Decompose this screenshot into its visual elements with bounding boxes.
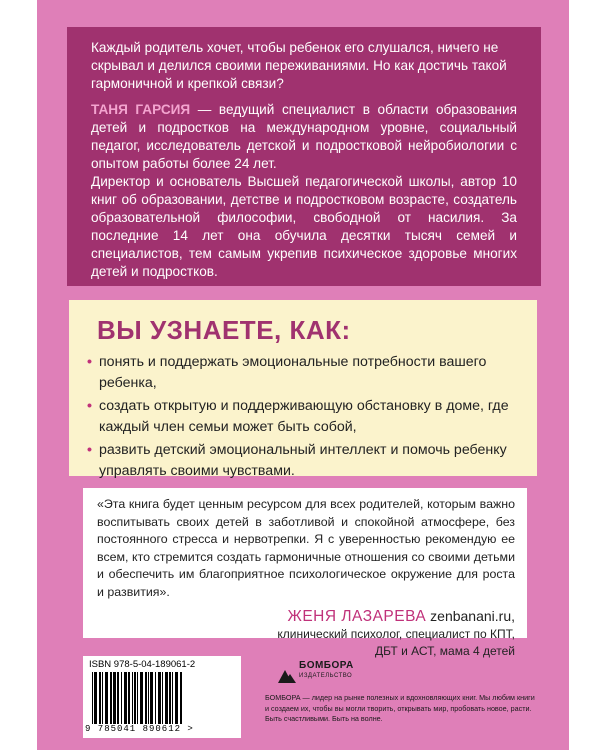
- bullet-icon: •: [87, 442, 92, 458]
- list-item-text: понять и поддержать эмоциональные потребности вашего ребенка,: [99, 354, 487, 391]
- list-item-text: развить детский эмоциональный интеллект и помочь ребенку управлять своими чувствами.: [99, 442, 507, 479]
- learn-panel: [69, 300, 537, 479]
- list-item: [87, 352, 519, 394]
- publisher-name: БОМБОРА: [299, 660, 354, 671]
- publisher-subtitle: ИЗДАТЕЛЬСТВО: [299, 673, 353, 679]
- testimonial-author-name: ЖЕНЯ ЛАЗАРЕВА: [287, 608, 427, 625]
- isbn-box: [83, 656, 241, 738]
- publisher-description: БОМБОРА — лидер на рынке полезных и вдохновляющих книг. Мы любим книги и создаем их, чтобы вы могли творить, открывать мир, пробовать новое, расти. Быть счастливыми. Быть на волне.: [265, 693, 535, 724]
- list-item-text: создать открытую и поддерживающую обстановку в доме, где каждый член семьи может быть собой,: [99, 398, 509, 435]
- intro-lead-text: Каждый родитель хочет, чтобы ребенок его слушался, ничего не скрывал и делился своими переживаниями. Но как достичь такой гармоничной и крепкой связи?: [91, 40, 507, 91]
- bullet-icon: •: [87, 354, 92, 370]
- isbn-label: ISBN 978-5-04-189061-2: [89, 659, 196, 670]
- barcode-icon: [88, 672, 234, 724]
- testimonial-author-site: zenbanani.ru,: [426, 608, 515, 624]
- learn-heading: ВЫ УЗНАЕТЕ, КАК:: [97, 315, 351, 345]
- author-bio-text: — ведущий специалист в области образования детей и подростков на международном уровне, социальный педагог, исследователь детской и подростковой нейробиологии с опытом работы более 24 лет.: [91, 102, 517, 171]
- author-name: ТАНЯ ГАРСИЯ: [91, 102, 191, 117]
- testimonial-text: «Эта книга будет ценным ресурсом для всех родителей, которым важно воспитывать своих детей в заботливой и спокойной атмосфере, без постоянного стресса и нервотрепки. Я с уверенностью рекомендую ее всем, кто стремится создать гармоничные отношения со своими детьми и обеспечить им благоприятное психологическое окружение для роста и развития».: [97, 497, 515, 599]
- bullet-icon: •: [87, 398, 92, 414]
- list-item: [87, 396, 519, 438]
- testimonial-author-desc-1: клинический психолог, специалист по КПТ,: [277, 627, 515, 641]
- list-item: [87, 440, 519, 482]
- author-bio-continued: Директор и основатель Высшей педагогической школы, автор 10 книг об образовании, детстве и подростковом возрасте, создатель образовательной философии, свободной от насилия. За последние 14 лет она обучила десятки тысяч семей и специалистов, тем самым укрепив психическое здоровье многих детей и подростков.: [91, 174, 517, 279]
- testimonial-box: [83, 488, 527, 658]
- author-bio: [91, 101, 517, 173]
- testimonial-author-desc-2: ДБТ и АСТ, мама 4 детей: [374, 644, 515, 658]
- barcode-number: 9 785041 890612 >: [85, 724, 194, 734]
- learn-list: [87, 352, 519, 482]
- intro-panel: [67, 27, 541, 286]
